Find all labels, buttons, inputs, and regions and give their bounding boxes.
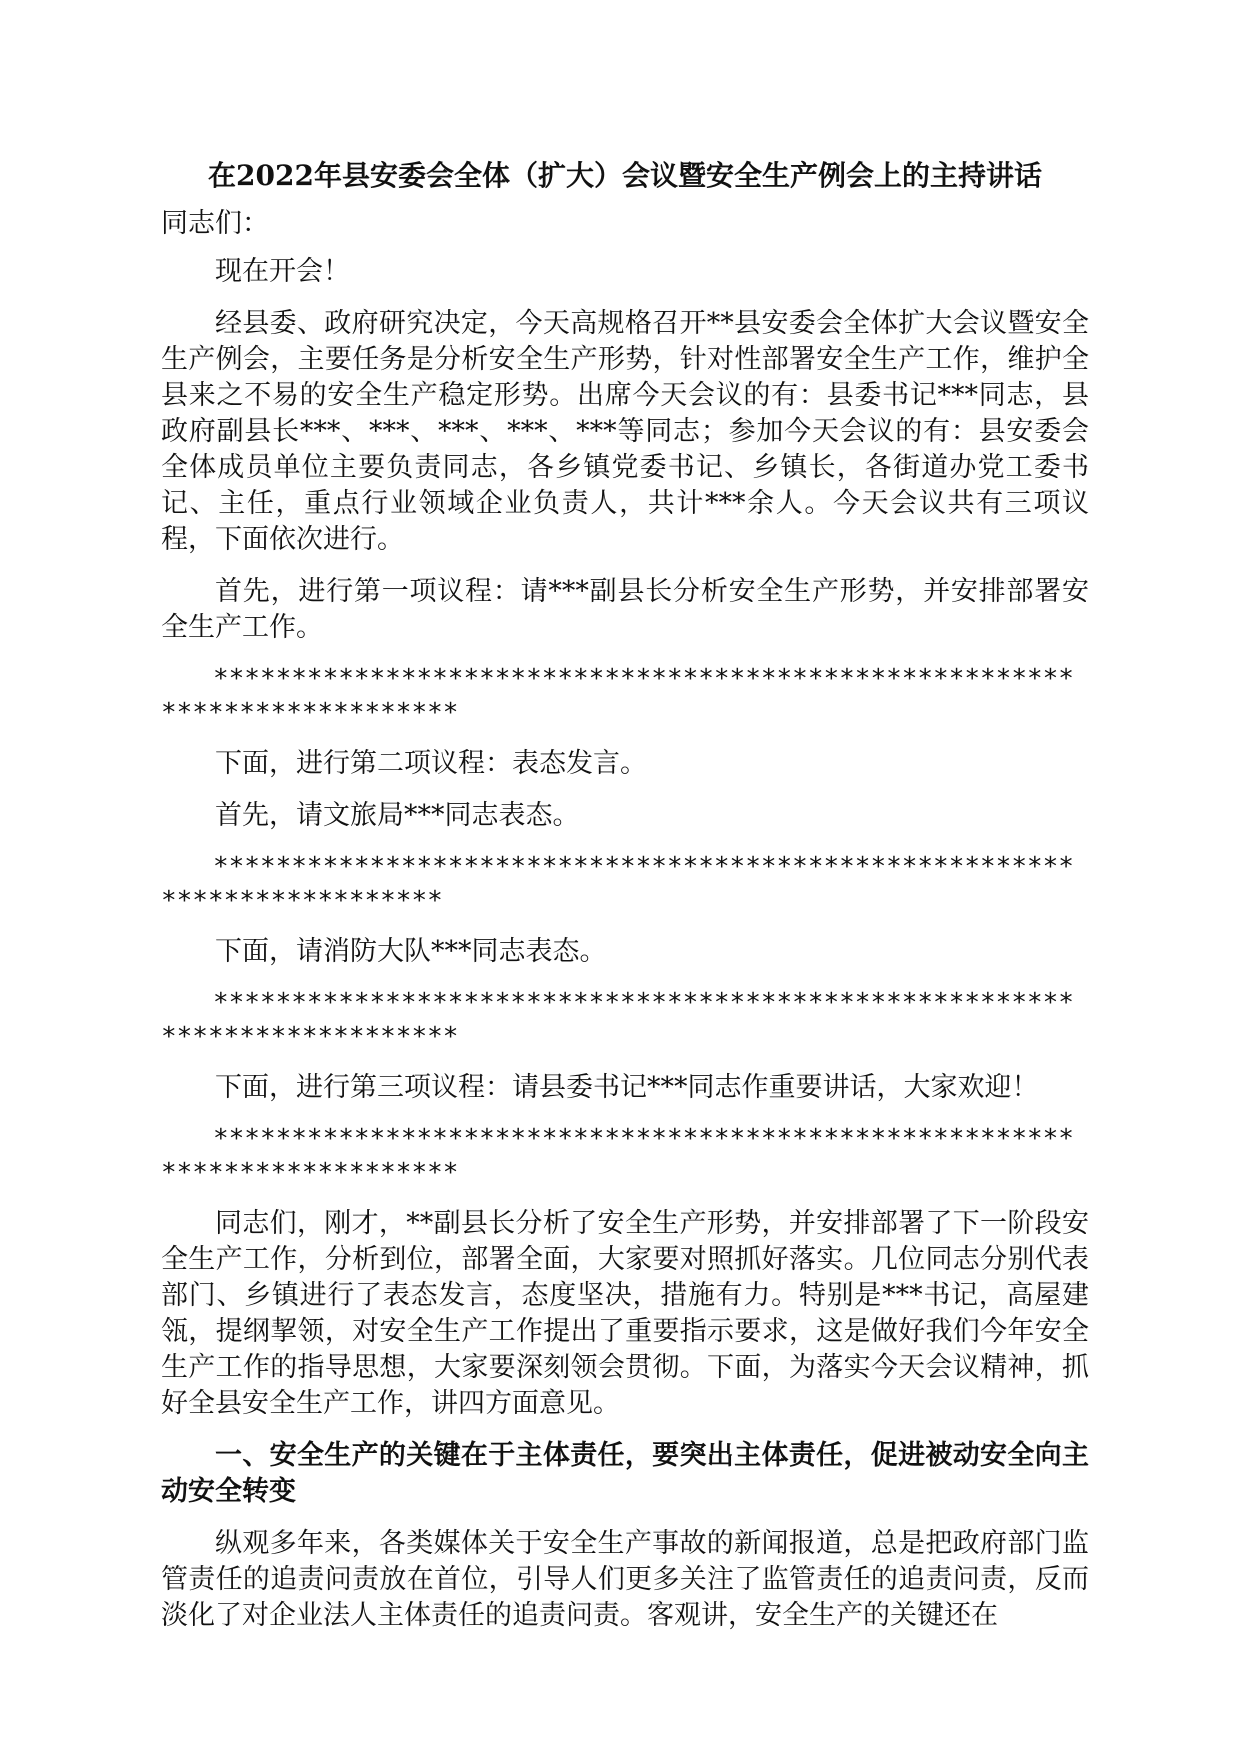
- redacted-content-2: *************************************************************************: [161, 852, 1074, 916]
- section-heading-1: 一、安全生产的关键在于主体责任，要突出主体责任，促进被动安全向主动安全转变: [161, 1440, 1089, 1507]
- redacted-content-4: **************************************************************************: [161, 1124, 1074, 1188]
- paragraph-intro: 经县委、政府研究决定，今天高规格召开**县安委会全体扩大会议暨安全生产例会，主要任务是分析安全生产形势，针对性部署安全生产工作，维护全县来之不易的安全生产稳定形势。出席今天会议的有：县委书记***同志，县政府副县长***、***、***、***、***等同志；参加今天会议的有：县安委会全体成员单位主要负责同志，各乡镇党委书记、乡镇长，各街道办党工委书记、主任，重点行业领域企业负责人，共计***余人。今天会议共有三项议程，下面依次进行。: [161, 308, 1089, 555]
- paragraph-speaker-1: 首先，请文旅局***同志表态。: [215, 800, 580, 831]
- redacted-content-1: **************************************************************************: [161, 664, 1074, 728]
- paragraph-agenda-1: 首先，进行第一项议程：请***副县长分析安全生产形势，并安排部署安全生产工作。: [161, 576, 1089, 643]
- paragraph-speaker-2: 下面，请消防大队***同志表态。: [215, 936, 607, 967]
- document-page: [161, 158, 1089, 1650]
- document-title: 在2022年县安委会全体（扩大）会议暨安全生产例会上的主持讲话: [208, 159, 1042, 192]
- redacted-content-3: **************************************************************************: [161, 988, 1074, 1052]
- paragraph-summary: 同志们，刚才，**副县长分析了安全生产形势，并安排部署了下一阶段安全生产工作，分析到位，部署全面，大家要对照抓好落实。几位同志分别代表部门、乡镇进行了表态发言，态度坚决，措施有力。特别是***书记，高屋建瓴，提纲挈领，对安全生产工作提出了重要指示要求，这是做好我们今年安全生产工作的指导思想，大家要深刻领会贯彻。下面，为落实今天会议精神，抓好全县安全生产工作，讲四方面意见。: [161, 1208, 1089, 1419]
- paragraph-agenda-3: 下面，进行第三项议程：请县委书记***同志作重要讲话，大家欢迎！: [215, 1072, 1039, 1103]
- salutation: 同志们：: [161, 208, 269, 239]
- paragraph-opening: 现在开会！: [215, 256, 350, 287]
- paragraph-agenda-2: 下面，进行第二项议程：表态发言。: [215, 748, 647, 779]
- section-1-paragraph: 纵观多年来，各类媒体关于安全生产事故的新闻报道，总是把政府部门监管责任的追责问责放在首位，引导人们更多关注了监管责任的追责问责，反而淡化了对企业法人主体责任的追责问责。客观讲，安全生产的关键还在: [161, 1528, 1089, 1631]
